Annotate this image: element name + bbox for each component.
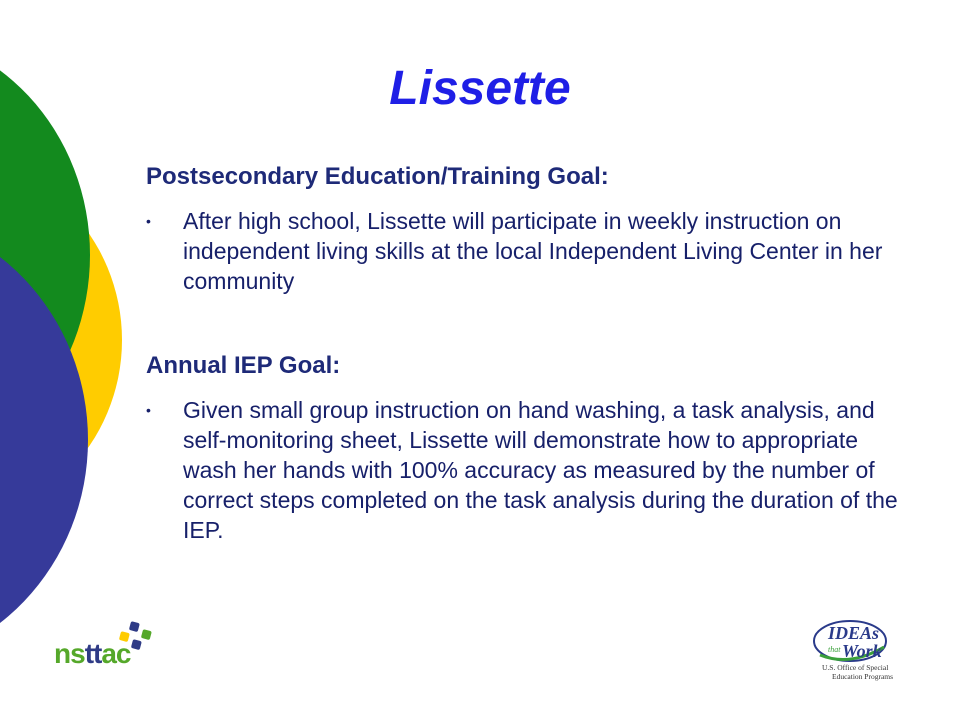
ideas-caption-line1: U.S. Office of Special <box>822 663 889 672</box>
nsttac-part1: ns <box>54 638 85 669</box>
bullet-postsecondary <box>146 206 916 296</box>
bullet-marker: • <box>146 401 151 418</box>
nsttac-part3: ac <box>101 638 131 669</box>
ideas-caption-line2: Education Programs <box>832 672 894 681</box>
slide-title: Lissette <box>389 62 571 115</box>
ideas-that-work-logo <box>800 615 910 685</box>
ideas-word: IDEAs <box>828 623 880 643</box>
nsttac-logo <box>54 620 174 670</box>
ideas-work-word: Work <box>842 641 882 661</box>
slide-content <box>146 163 916 545</box>
nsttac-part2: tt <box>84 638 102 669</box>
section-heading-postsecondary: Postsecondary Education/Training Goal: <box>146 163 609 190</box>
nsttac-wordmark <box>54 638 131 670</box>
ideas-caption <box>822 663 912 681</box>
bullet-text: Given small group instruction on hand washing, a task analysis, and self-monitoring sheet, Lissette will demonstrate how to appropriate wash her hands with 100% accuracy as measured by the number of correct steps completed on the task analysis during the duration of the IEP. <box>183 396 898 543</box>
bullet-annual-iep <box>146 395 916 545</box>
section-heading-annual-iep: Annual IEP Goal: <box>146 351 341 379</box>
bullet-marker: • <box>146 212 151 229</box>
ideas-that-word: that <box>828 645 841 654</box>
bullet-text: After high school, Lissette will participate in weekly instruction on independent living skills at the local Independent Living Center in her community <box>183 207 883 294</box>
